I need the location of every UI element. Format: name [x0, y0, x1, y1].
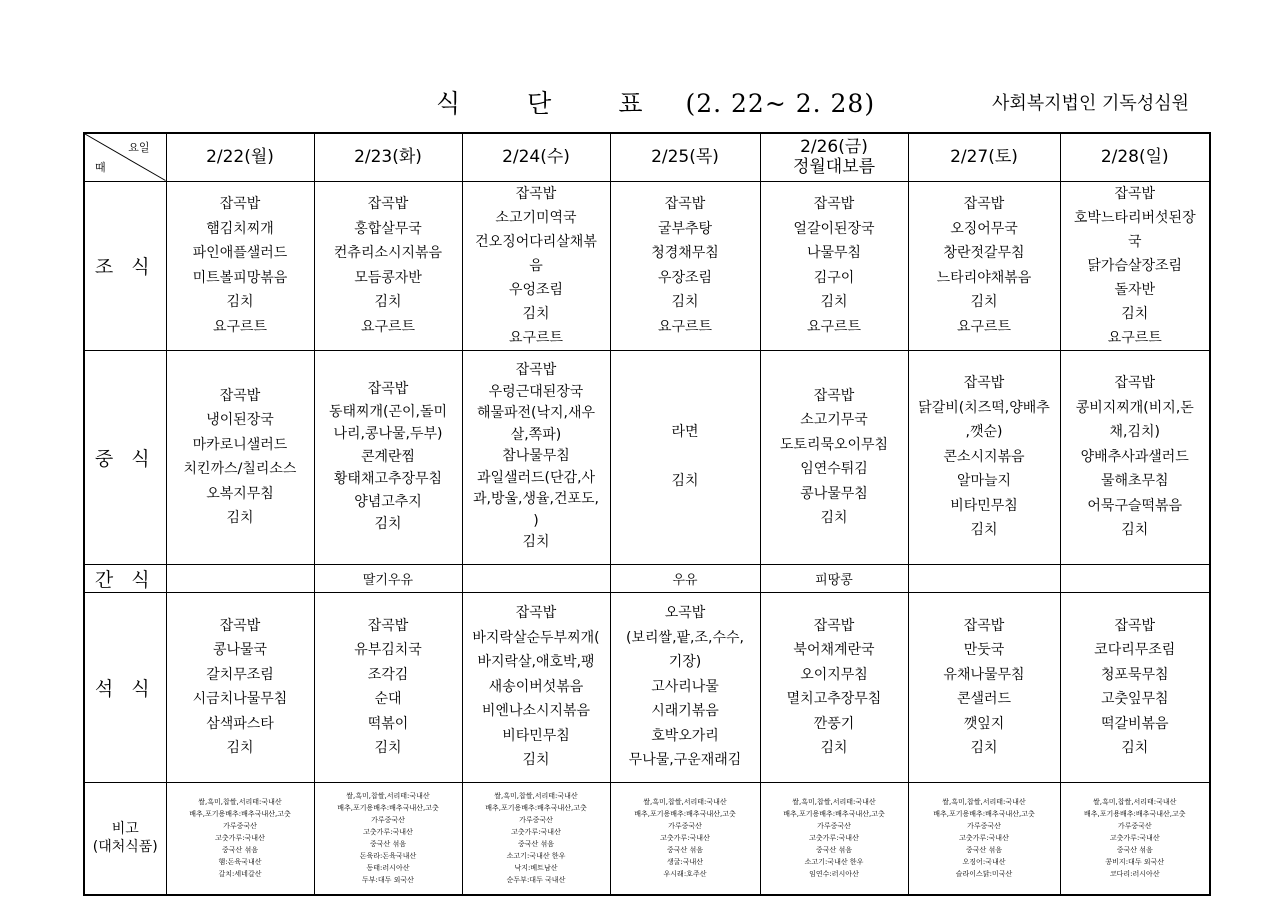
title-char-1: 식	[436, 89, 462, 118]
lunch-row	[84, 350, 1210, 564]
origin-note: 쌀,흑미,찹쌀,서리태:국내산 배추,포기용배추:배추국내산,고춧 가루중국산 고춧가루:국내산 중국산 섞음 햄:돈육국내산 갈치:세네갈산	[166, 782, 314, 895]
menu-cell: 잡곡밥 콩비지찌개(비지,돈 채,김치) 양배추사과샐러드 물해초무침 어묵구슬떡볶음 김치	[1060, 350, 1210, 564]
menu-cell: 잡곡밥 북어채계란국 오이지무침 멸치고추장무침 깐풍기 김치	[760, 592, 908, 782]
title-char-3: 표	[618, 89, 644, 118]
day-header: 2/25(목)	[610, 133, 760, 181]
menu-cell	[908, 564, 1060, 592]
day-subtitle: 정월대보름	[792, 157, 876, 178]
menu-cell: 잡곡밥 얼갈이된장국 나물무침 김구이 김치 요구르트	[760, 181, 908, 350]
row-label-snack: 간 식	[84, 564, 166, 592]
menu-cell: 잡곡밥 바지락살순두부찌개( 바지락살,애호박,팽 새송이버섯볶음 비엔나소시지볶음 비타민무침 김치	[462, 592, 610, 782]
menu-cell: 잡곡밥 오징어무국 창란젓갈무침 느타리야채볶음 김치 요구르트	[908, 181, 1060, 350]
menu-cell: 잡곡밥 냉이된장국 마카로니샐러드 치킨까스/칠리소스 오복지무침 김치	[166, 350, 314, 564]
menu-cell: 잡곡밥 홍합살무국 컨츄리소시지볶음 모듬콩자반 김치 요구르트	[314, 181, 462, 350]
menu-cell: 잡곡밥 코다리무조림 청포묵무침 고춧잎무침 떡갈비볶음 김치	[1060, 592, 1210, 782]
snack-row	[84, 564, 1210, 592]
menu-cell: 잡곡밥 우렁근대된장국 해물파전(낙지,새우 살,쪽파) 참나물무침 과일샐러드(단감,사 과,방울,생율,건포도, ) 김치	[462, 350, 610, 564]
title-char-2: 단	[527, 89, 553, 118]
menu-cell: 잡곡밥 햄김치찌개 파인애플샐러드 미트볼피망볶음 김치 요구르트	[166, 181, 314, 350]
origin-note: 쌀,흑미,찹쌀,서리태:국내산 배추,포기용배추:배추국내산,고춧 가루중국산 고춧가루:국내산 중국산 섞음 소고기:국내산 한우 낙지:베트남산 순두부:대두 국내산	[462, 782, 610, 895]
menu-cell: 잡곡밥 호박느타리버섯된장 국 닭가슴살장조림 돌자반 김치 요구르트	[1060, 181, 1210, 350]
menu-cell: 잡곡밥 소고기무국 도토리묵오이무침 임연수튀김 콩나물무침 김치	[760, 350, 908, 564]
page-title	[436, 84, 875, 120]
organization-name: 사회복지법인 기독성심원	[992, 93, 1189, 114]
meal-table	[83, 132, 1211, 896]
origin-note: 쌀,흑미,찹쌀,서리태:국내산 배추,포기용배추:배추국내산,고춧 가루중국산 고춧가루:국내산 중국산 섞음 돈육라:돈육국내산 동태:러시아산 두부:대두 외국산	[314, 782, 462, 895]
row-label-lunch: 중 식	[84, 350, 166, 564]
row-label-dinner: 석 식	[84, 592, 166, 782]
menu-cell: 딸기우유	[314, 564, 462, 592]
menu-cell	[166, 564, 314, 592]
day-header: 2/28(일)	[1060, 133, 1210, 181]
dinner-row	[84, 592, 1210, 782]
origin-note: 쌀,흑미,찹쌀,서리태:국내산 배추,포기용배추:배추국내산,고춧 가루중국산 고춧가루:국내산 중국산 섞음 생굴:국내산 우시래:호주산	[610, 782, 760, 895]
day-header: 2/22(월)	[166, 133, 314, 181]
header-row	[84, 133, 1210, 181]
menu-cell: 잡곡밥 유부김치국 조각김 순대 떡볶이 김치	[314, 592, 462, 782]
day-header: 2/26(금) 정월대보름	[760, 133, 908, 181]
corner-cell	[84, 133, 166, 181]
menu-cell	[1060, 564, 1210, 592]
origin-note: 쌀,흑미,찹쌀,서리태:국내산 배추,포기용배추:배추국내산,고춧 가루중국산 고춧가루:국내산 중국산 섞음 오징어:국내산 슬라이스닭:미국산	[908, 782, 1060, 895]
menu-cell: 우유	[610, 564, 760, 592]
menu-cell	[462, 564, 610, 592]
menu-cell: 잡곡밥 만둣국 유채나물무침 콘샐러드 깻잎지 김치	[908, 592, 1060, 782]
menu-cell: 잡곡밥 동태찌개(곤이,돌미 나리,콩나물,두부) 콘계란찜 황태채고추장무침 양념고추지 김치	[314, 350, 462, 564]
origin-note: 쌀,흑미,찹쌀,서리태:국내산 배추,포기용배추:배추국내산,고춧 가루중국산 고춧가루:국내산 중국산 섞음 소고기:국내산 한우 임연수:러시아산	[760, 782, 908, 895]
day-header: 2/27(토)	[908, 133, 1060, 181]
menu-cell: 피땅콩	[760, 564, 908, 592]
day-header: 2/24(수)	[462, 133, 610, 181]
corner-day-label: 요일	[128, 141, 150, 154]
corner-meal-label: 때	[95, 160, 106, 174]
menu-cell: 오곡밥 (보리쌀,팥,조,수수, 기장) 고사리나물 시래기볶음 호박오가리 무나물,구운재래김	[610, 592, 760, 782]
breakfast-row	[84, 181, 1210, 350]
menu-cell: 잡곡밥 소고기미역국 건오징어다리살채볶 음 우엉조림 김치 요구르트	[462, 181, 610, 350]
menu-cell: 잡곡밥 굴부추탕 청경채무침 우장조림 김치 요구르트	[610, 181, 760, 350]
origin-note: 쌀,흑미,찹쌀,서리태:국내산 배추,포기용배추:배추국내산,고춧 가루중국산 고춧가루:국내산 중국산 섞음 콩비지:대두 외국산 코다리:러시아산	[1060, 782, 1210, 895]
row-label-note: 비고 (대처식품)	[84, 782, 166, 895]
row-label-breakfast: 조 식	[84, 181, 166, 350]
menu-cell: 잡곡밥 닭갈비(치즈떡,양배추 ,깻순) 콘소시지볶음 알마늘지 비타민무침 김치	[908, 350, 1060, 564]
menu-cell: 잡곡밥 콩나물국 갈치무조림 시금치나물무침 삼색파스타 김치	[166, 592, 314, 782]
menu-cell: 라면 김치	[610, 350, 760, 564]
note-row	[84, 782, 1210, 895]
day-header: 2/23(화)	[314, 133, 462, 181]
title-date-range: (2. 22~ 2. 28)	[685, 89, 876, 118]
